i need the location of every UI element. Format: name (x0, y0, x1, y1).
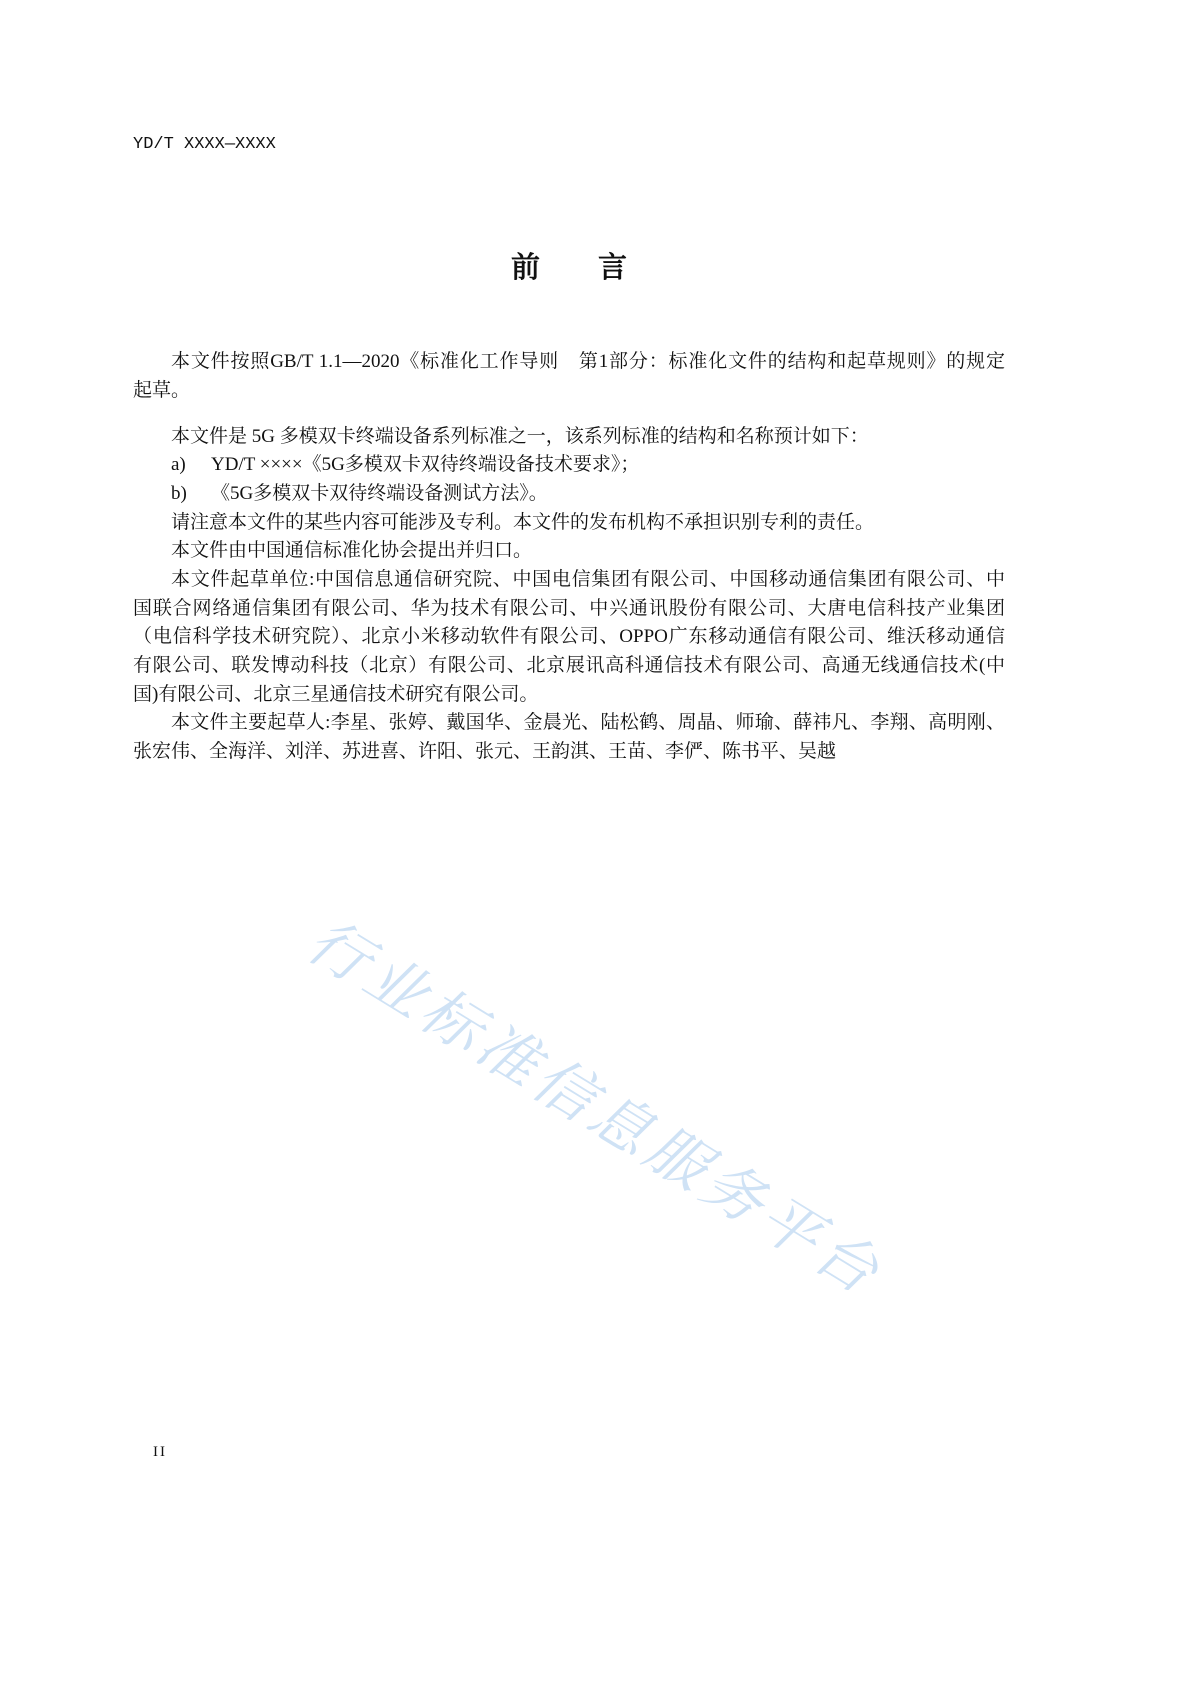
series-list (133, 451, 1005, 508)
list-item-label: b) (171, 482, 187, 504)
paragraph-line: 张宏伟、全海洋、刘洋、苏进喜、许阳、张元、王韵淇、王苗、李俨、陈书平、吴越 (133, 741, 837, 763)
list-item-label: a) (171, 454, 186, 476)
paragraph-line: （电信科学技术研究院）、北京小米移动软件有限公司、OPPO广东移动通信有限公司、维沃移动通信 (133, 626, 1005, 648)
watermark: 行业标准信息服务平台 (295, 905, 895, 1311)
list-item-text: YD/T ××××《5G多模双卡双待终端设备技术要求》； (211, 454, 640, 476)
paragraph-patent-notice: 请注意本文件的某些内容可能涉及专利。本文件的发布机构不承担识别专利的责任。 (171, 511, 875, 533)
paragraph-line: 国)有限公司、北京三星通信技术研究有限公司。 (133, 683, 539, 705)
paragraph-drafting-units (133, 566, 1005, 709)
paragraph-drafters (133, 709, 1005, 766)
list-item (133, 451, 1005, 480)
paragraph-proposer: 本文件由中国通信标准化协会提出并归口。 (171, 540, 533, 562)
preface-body (133, 348, 1005, 767)
page-title: 前 言 (510, 250, 627, 284)
page-number: II (153, 1444, 167, 1460)
paragraph-line: 有限公司、联发博动科技（北京）有限公司、北京展讯高科通信技术有限公司、高通无线通信技术(中 (133, 655, 1005, 677)
paragraph-series-intro (133, 423, 1005, 452)
paragraph-line: 起草。 (133, 379, 191, 401)
paragraph-line: 本文件主要起草人:李星、张婷、戴国华、金晨光、陆松鹤、周晶、师瑜、薛祎凡、李翔、高明刚、 (171, 712, 1005, 734)
paragraph-line: 本文件按照GB/T 1.1—2020《标准化工作导则 第1部分：标准化文件的结构和起草规则》的规定 (171, 351, 1005, 372)
list-item-text: 《5G多模双卡双待终端设备测试方法》。 (211, 482, 548, 504)
paragraph-drafting-basis (133, 348, 1005, 405)
document-code-header: YD/T XXXX—XXXX (133, 135, 276, 154)
paragraph-line: 本文件是 5G 多模双卡终端设备系列标准之一，该系列标准的结构和名称预计如下： (171, 425, 869, 447)
list-item (133, 480, 1005, 509)
paragraph-line: 本文件起草单位:中国信息通信研究院、中国电信集团有限公司、中国移动通信集团有限公司、中 (171, 569, 1005, 590)
paragraph-line: 国联合网络通信集团有限公司、华为技术有限公司、中兴通讯股份有限公司、大唐电信科技产业集团 (133, 597, 1005, 619)
